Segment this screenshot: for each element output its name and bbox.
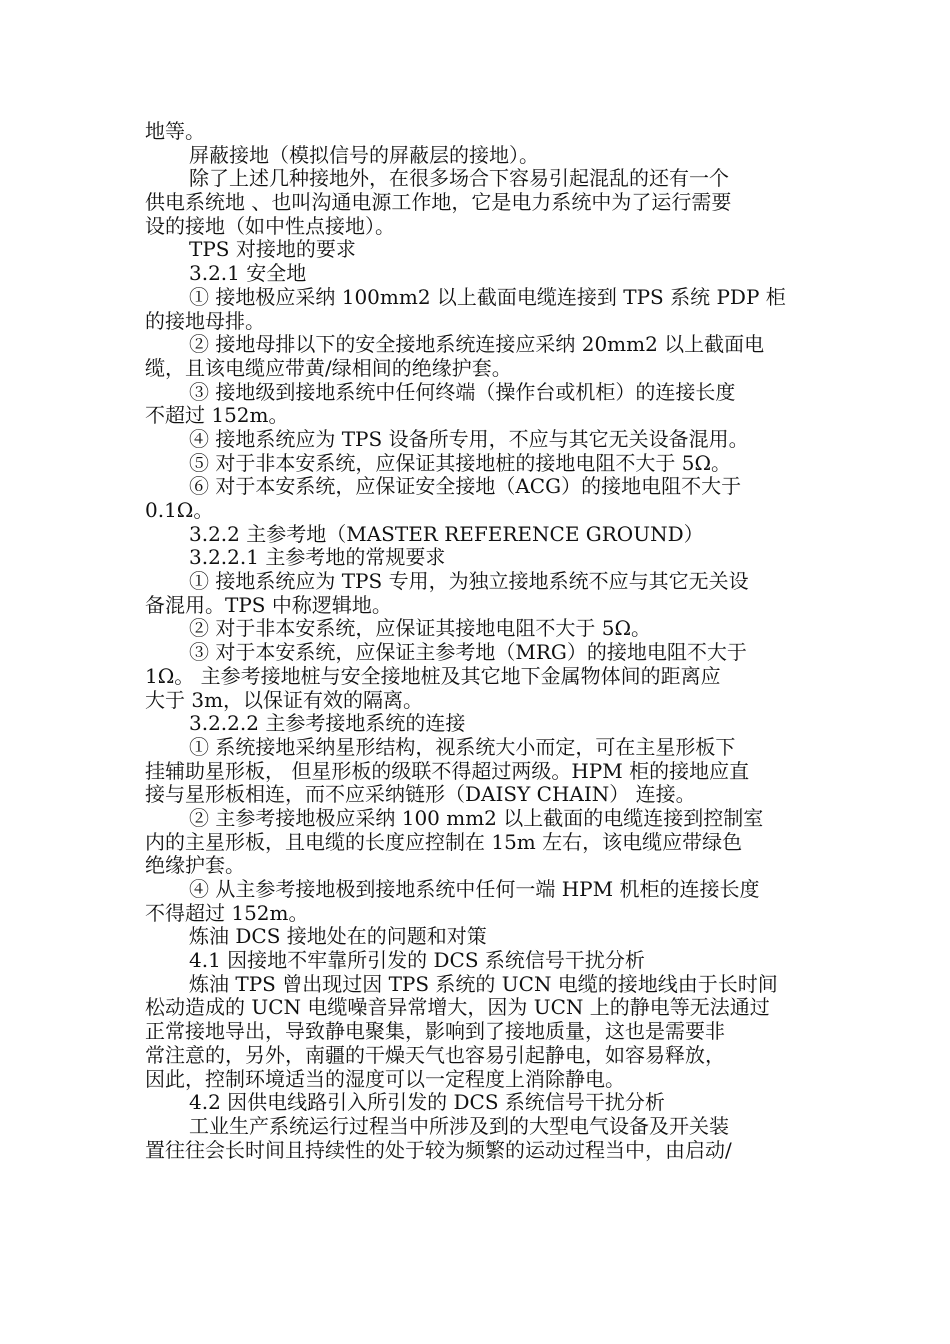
text-line: 0.1Ω。 xyxy=(145,499,214,522)
text-line: ④ 从主参考接地极到接地系统中任何一端 HPM 机柜的连接长度 xyxy=(189,878,760,901)
text-line: 1Ω。 主参考接地桩与安全接地桩及其它地下金属物体间的距离应 xyxy=(145,664,721,688)
text-line: 3.2.1 安全地 xyxy=(189,262,307,286)
text-line: ⑥ 对于本安系统，应保证安全接地（ACG）的接地电阻不大于 xyxy=(189,475,742,499)
text-line: 绝缘护套。 xyxy=(145,854,245,878)
text-line: 缆，且该电缆应带黄/绿相间的绝缘护套。 xyxy=(145,356,512,380)
text-line: 供电系统地 、也叫沟通电源工作地，它是电力系统中为了运行需要 xyxy=(145,191,732,215)
text-line: TPS 对接地的要求 xyxy=(189,238,356,262)
text-line: 地等。 xyxy=(145,120,205,143)
text-line: 3.2.2 主参考地（MASTER REFERENCE GROUND） xyxy=(189,522,704,546)
text-line: 的接地母排。 xyxy=(145,309,265,333)
text-line: ⑤ 对于非本安系统，应保证其接地桩的接地电阻不大于 5Ω。 xyxy=(189,451,732,475)
text-line: ② 对于非本安系统，应保证其接地电阻不大于 5Ω。 xyxy=(189,617,652,641)
document-body xyxy=(145,120,810,1162)
text-line: ① 系统接地采纳星形结构，视系统大小而定，可在主星形板下 xyxy=(189,735,736,759)
text-line: ② 接地母排以下的安全接地系统连接应采纳 20mm2 以上截面电 xyxy=(189,333,765,357)
text-line: 炼油 TPS 曾出现过因 TPS 系统的 UCN 电缆的接地线由于长时间 xyxy=(189,972,778,996)
text-line: 炼油 DCS 接地处在的问题和对策 xyxy=(189,925,487,949)
text-line: 置往往会长时间且持续性的处于较为频繁的运动过程当中，由启动/ xyxy=(145,1138,732,1162)
text-line: 3.2.2.2 主参考接地系统的连接 xyxy=(189,712,466,736)
text-line: 4.1 因接地不牢靠所引发的 DCS 系统信号干扰分析 xyxy=(189,949,645,973)
text-line: ③ 接地级到接地系统中任何终端（操作台或机柜）的连接长度 xyxy=(189,380,736,404)
text-line: ① 接地极应采纳 100mm2 以上截面电缆连接到 TPS 系统 PDP 柜 xyxy=(189,285,786,309)
text-line: ③ 对于本安系统，应保证主参考地（MRG）的接地电阻不大于 xyxy=(189,641,747,665)
text-line: 4.2 因供电线路引入所引发的 DCS 系统信号干扰分析 xyxy=(189,1091,665,1115)
text-line: 不超过 152m。 xyxy=(145,404,289,428)
text-line: 正常接地导出，导致静电聚集，影响到了接地质量，这也是需要非 xyxy=(145,1020,725,1044)
text-line: 屏蔽接地（模拟信号的屏蔽层的接地）。 xyxy=(189,143,539,167)
text-line: ① 接地系统应为 TPS 专用，为独立接地系统不应与其它无关设 xyxy=(189,570,749,594)
text-line: 内的主星形板，且电缆的长度应控制在 15m 左右，该电缆应带绿色 xyxy=(145,830,743,854)
text-line: 不得超过 152m。 xyxy=(145,901,309,925)
text-line: 挂辅助星形板， 但星形板的级联不得超过两级。HPM 柜的接地应直 xyxy=(145,759,750,783)
text-line: 除了上述几种接地外，在很多场合下容易引起混乱的还有一个 xyxy=(189,167,729,191)
text-line: 因此，控制环境适当的湿度可以一定程度上消除静电。 xyxy=(145,1067,625,1091)
text-line: 设的接地（如中性点接地）。 xyxy=(145,214,395,238)
text-line: 3.2.2.1 主参考地的常规要求 xyxy=(189,546,446,570)
text-line: 备混用。TPS 中称逻辑地。 xyxy=(145,593,392,617)
text-line: 大于 3m，以保证有效的隔离。 xyxy=(145,688,424,712)
text-line: 常注意的，另外，南疆的干燥天气也容易引起静电，如容易释放， xyxy=(145,1043,725,1067)
text-line: 接与星形板相连，而不应采纳链形（DAISY CHAIN） 连接。 xyxy=(145,783,696,807)
text-line: ④ 接地系统应为 TPS 设备所专用，不应与其它无关设备混用。 xyxy=(189,427,749,451)
text-line: 松动造成的 UCN 电缆噪音异常增大，因为 UCN 上的静电等无法通过 xyxy=(145,996,770,1020)
text-line: ② 主参考接地极应采纳 100 mm2 以上截面的电缆连接到控制室 xyxy=(189,806,764,830)
text-line: 工业生产系统运行过程当中所涉及到的大型电气设备及开关装 xyxy=(189,1114,729,1138)
